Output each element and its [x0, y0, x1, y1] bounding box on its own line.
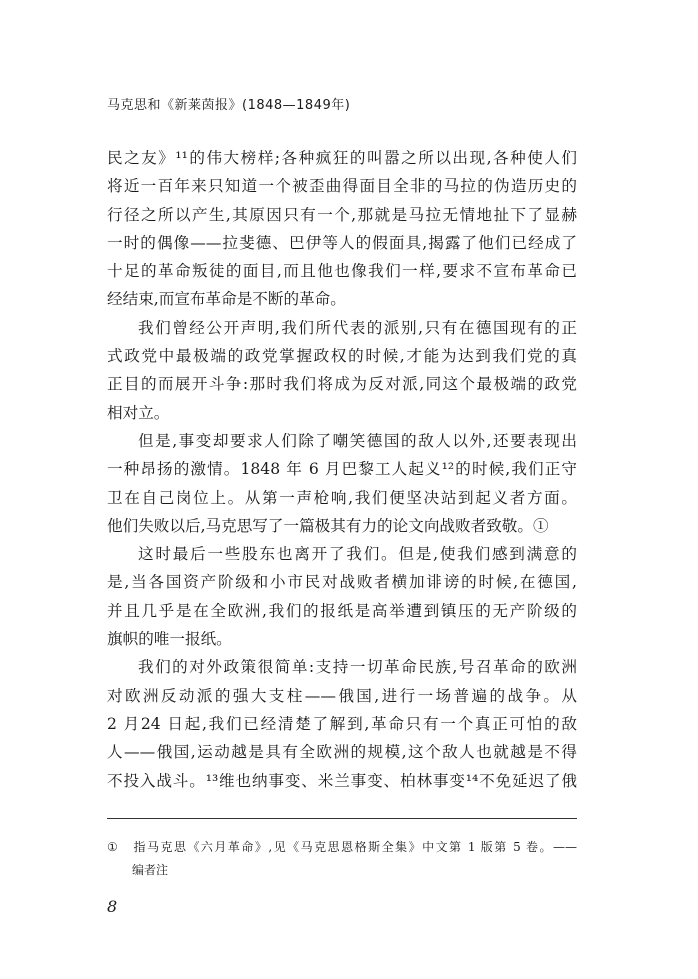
footnote-line	[107, 836, 577, 859]
text-line: 经结束,而宣布革命是不断的革命。	[107, 290, 346, 309]
text-line: 将近一百年来只知道一个被歪曲得面目全非的马拉的伪造历史的	[107, 177, 577, 196]
text-line: 一时的偶像——拉斐德、巴伊等人的假面具,揭露了他们已经成了	[107, 233, 577, 252]
page-number: 8	[107, 897, 118, 916]
text-line: 十足的革命叛徒的面目,而且他也像我们一样,要求不宣布革命已	[107, 262, 577, 281]
text-line: 人——俄国,运动越是具有全欧洲的规模,这个敌人也就越是不得	[107, 743, 577, 762]
text-line: 旗帜的唯一报纸。	[107, 630, 232, 649]
text-line: 对欧洲反动派的强大支柱——俄国,进行一场普遍的战争。从	[107, 686, 577, 705]
text-line: 相对立。	[107, 403, 170, 422]
text-line: 2 月24 日起,我们已经清楚了解到,革命只有一个真正可怕的敌	[107, 714, 577, 733]
text-line: 并且几乎是在全欧洲,我们的报纸是高举遭到镇压的无产阶级的	[107, 601, 577, 620]
text-line: 式政党中最极端的政党掌握政权的时候,才能为达到我们党的真	[107, 347, 577, 366]
footnote-rule	[107, 818, 577, 819]
footnote-line: 编者注	[132, 863, 169, 877]
footnote-mark: ①	[107, 840, 118, 854]
text-line: 我们的对外政策很简单:支持一切革命民族,号召革命的欧洲	[138, 658, 577, 677]
running-header: 马克思和《新莱茵报》(1848—1849年)	[107, 98, 351, 113]
text-line: 我们曾经公开声明,我们所代表的派别,只有在德国现有的正	[138, 318, 577, 337]
body-text	[107, 144, 577, 795]
text-line: 但是,事变却要求人们除了嘲笑德国的敌人以外,还要表现出	[138, 431, 577, 450]
text-line: 民之友》¹¹的伟大榜样;各种疯狂的叫嚣之所以出现,各种使人们	[107, 149, 577, 167]
footnote	[107, 836, 577, 882]
text-line: 一种昂扬的激情。1848 年 6 月巴黎工人起义¹²的时候,我们正守	[107, 460, 577, 479]
text-line: 行径之所以产生,其原因只有一个,那就是马拉无情地扯下了显赫	[107, 205, 577, 224]
text-line: 这时最后一些股东也离开了我们。但是,使我们感到满意的	[138, 545, 577, 564]
text-line: 不投入战斗。¹³维也纳事变、米兰事变、柏林事变¹⁴不免延迟了俄	[107, 771, 577, 790]
text-line: 卫在自己岗位上。从第一声枪响,我们便坚决站到起义者方面。	[107, 488, 577, 507]
text-line: 是,当各国资产阶级和小市民对战败者横加诽谤的时候,在德国,	[107, 573, 577, 592]
text-line: 他们失败以后,马克思写了一篇极其有力的论文向战败者致敬。①	[107, 516, 549, 535]
footnote-text: 指马克思《六月革命》,见《马克思恩格斯全集》中文第 1 版第 5 卷。——	[132, 840, 577, 854]
text-line: 正目的而展开斗争:那时我们将成为反对派,同这个最极端的政党	[107, 375, 577, 394]
